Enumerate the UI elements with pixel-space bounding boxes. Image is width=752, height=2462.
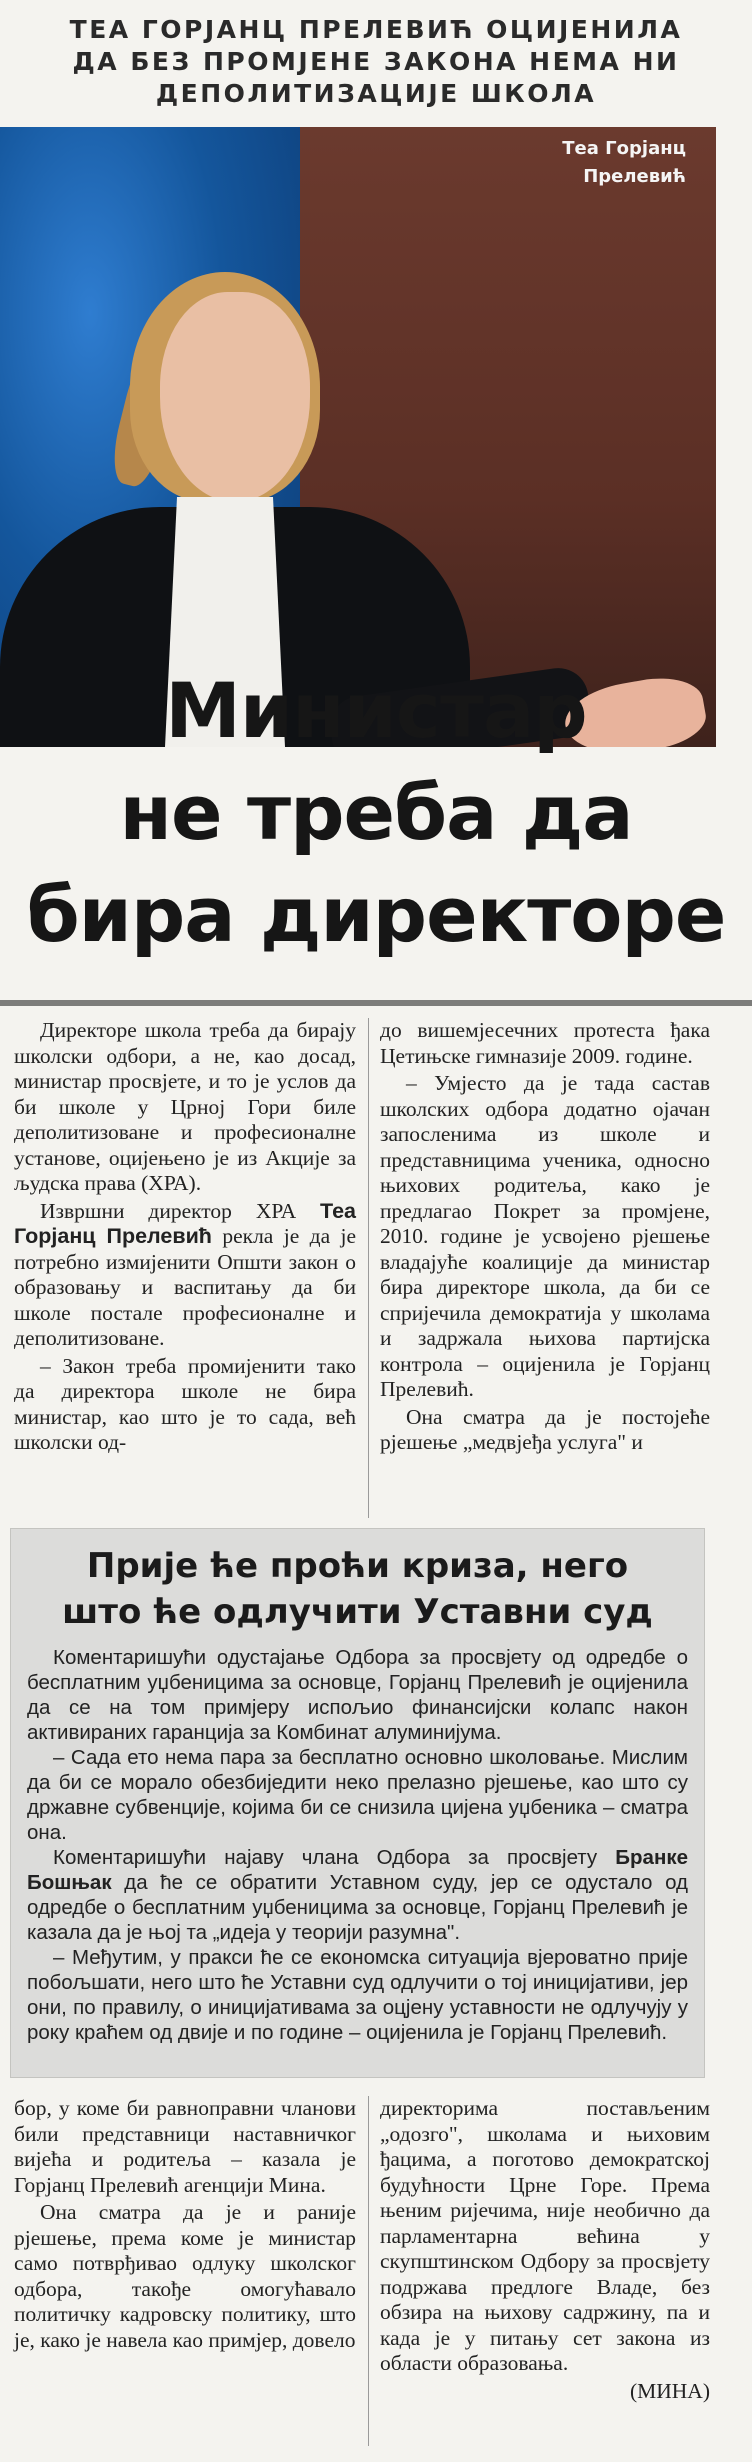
headline bbox=[0, 660, 752, 966]
paragraph: – Међутим, у пракси ће се економска ситуација вјероватно прије побољшати, него што ће Уставни суд одлучити о тој иницијативи, јер они, по правилу, о иницијативама за оцјену уставности не одлучују у року краћем од двије и по године – оцијенила је Горјанц Прелевић. bbox=[27, 1946, 688, 2044]
article-photo bbox=[0, 127, 716, 747]
paragraph: Коментаришући најаву члана Одбора за просвјету Бранке Бошњак да ће се обратити Уставном суду, јер се одустало од одредбе о бесплатним уџбеницима за основце, Горјанц Прелевић је казала да је њој та „идеја у теорији разумна". bbox=[27, 1846, 688, 1944]
source-credit: (МИНА) bbox=[629, 2378, 710, 2403]
person-name: Теа Горјанц Прелевић bbox=[14, 1198, 356, 1248]
photo-face bbox=[160, 292, 310, 502]
sidebar-title: Прије ће проћи криза, него што ће одлучити Уставни суд bbox=[62, 1546, 653, 1632]
paragraph: Она сматра да је и раније рјешење, према коме је министар само потврђивао одлуку школског одбора, такође омогућавало политичку кадровску политику, што је, како је навела као примјер, довело bbox=[14, 2200, 356, 2352]
article-column-4 bbox=[380, 2096, 710, 2406]
paragraph: Директоре школа треба да бирају школски одбори, а не, као досад, министар просвјете, и то је услов да би школе у Црној Гори биле деполитизоване и професионалне установе, оцијењено је из Акције за људска права (ХРА). bbox=[14, 1018, 356, 1195]
article-column-1 bbox=[14, 1018, 356, 1458]
sidebar-body bbox=[27, 1645, 688, 2045]
paragraph: Извршни директор ХРА Теа Горјанц Прелевић рекла је да је потребно измијенити Општи закон о образовању и васпитању да би школе постале професионалне и деполитизоване. bbox=[14, 1198, 357, 1350]
column-divider bbox=[368, 1018, 369, 1518]
kicker-line: ДЕПОЛИТИЗАЦИЈЕ ШКОЛА bbox=[155, 79, 597, 108]
headline-line: Министар bbox=[165, 666, 587, 755]
paragraph: Коментаришући одустајање Одбора за просвјету од одредбе о бесплатним уџбеницима за основце, Горјанц Прелевић је оцијенила да се на том примјеру испољио финансијски колапс након активираних гаранција за Комбинат алуминијума. bbox=[27, 1646, 688, 1744]
column-divider bbox=[368, 2096, 369, 2446]
divider bbox=[0, 1000, 752, 1006]
kicker bbox=[0, 0, 752, 125]
person-name: Бранке Бошњак bbox=[27, 1846, 688, 1894]
paragraph: Она сматра да је постојеће рјешење „медвјеђа услуга" и bbox=[380, 1404, 710, 1454]
article-column-2 bbox=[380, 1018, 710, 1458]
sidebar-box bbox=[10, 1528, 705, 2078]
headline-line: не треба да bbox=[119, 768, 633, 857]
photo-caption: Теа Горјанц Прелевић bbox=[562, 138, 686, 187]
paragraph: – Умјесто да је тада састав школских одбора додатно ојачан запосленима из школе и представницима ученика, односно њихових родитеља, како је предлагао Покрет за промјене, 2010. године је усвојено рјешење владајуће коалиције да министар бира директоре школа, да би се спријечила демократија у школама и задржала њихова партијска контрола – оцијенила је Горјанц Прелевић. bbox=[380, 1071, 710, 1401]
kicker-line: ТЕА ГОРЈАНЦ ПРЕЛЕВИЋ ОЦИЈЕНИЛА bbox=[69, 15, 683, 44]
article-column-3 bbox=[14, 2096, 356, 2355]
paragraph: – Сада ето нема пара за бесплатно основно школовање. Мислим да би се морало обезбиједити неко прелазно рјешење, као што су државне субвенције, којима би се снизила цијена уџбеника – сматра она. bbox=[27, 1746, 688, 1844]
headline-line: бира директоре bbox=[26, 870, 726, 959]
paragraph: до вишемјесечних протеста ђака Цетињске гимназије 2009. године. bbox=[380, 1018, 710, 1068]
paragraph: директорима постављеним „одозго", школама и њиховим ђацима, а поготово демократској будућности Црне Горе. Према њеним ријечима, није необично да парламентарна већина у скупштинском Одбору за просвјету подржава предлоге Владе, без обзира на њихову садржину, па и када је у питању сет закона из области образовања. bbox=[380, 2096, 710, 2375]
kicker-line: ДА БЕЗ ПРОМЈЕНЕ ЗАКОНА НЕМА НИ bbox=[72, 47, 680, 76]
paragraph: – Закон треба промијенити тако да директора школе не бира министар, као што је то сада, већ школски од- bbox=[14, 1353, 356, 1454]
paragraph: бор, у коме би равноправни чланови били представници наставничког вијећа и родитеља – казала је Горјанц Прелевић агенцији Мина. bbox=[14, 2096, 356, 2197]
